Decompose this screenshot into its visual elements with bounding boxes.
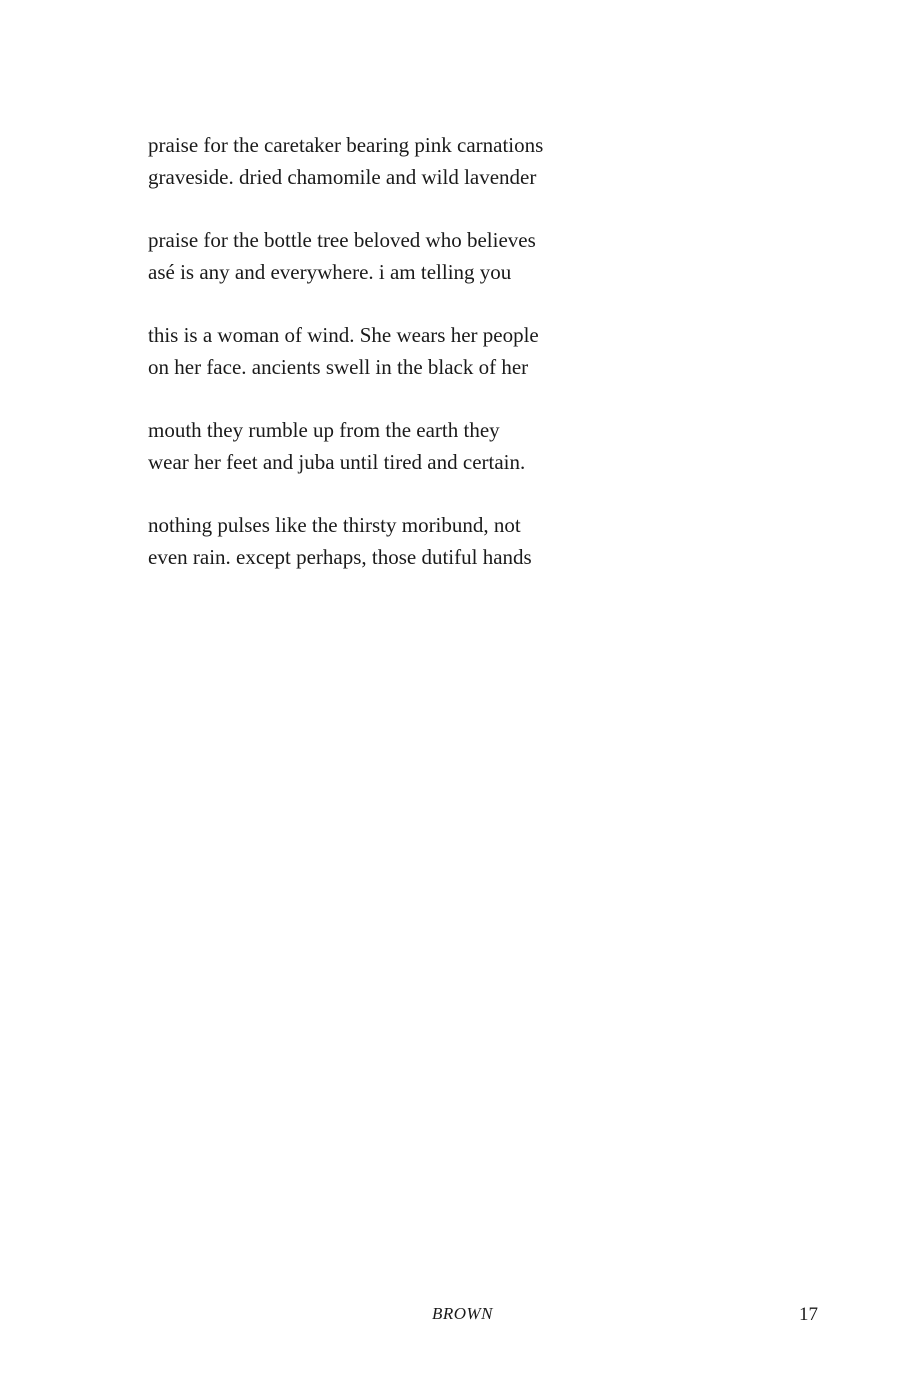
poem-line: asé is any and everywhere. i am telling you [148, 260, 512, 284]
poem-line: wear her feet and juba until tired and certain. [148, 450, 526, 474]
poem-line: this is a woman of wind. She wears her people [148, 323, 539, 347]
poem-line: mouth they rumble up from the earth they [148, 418, 500, 442]
page-number: 17 [799, 1304, 818, 1325]
stanza-2 [148, 224, 788, 288]
stanza-3 [148, 319, 788, 383]
poem-line: nothing pulses like the thirsty moribund, not [148, 513, 521, 537]
poem-line: on her face. ancients swell in the black of her [148, 355, 529, 379]
stanza-5 [148, 509, 788, 573]
poem-line: even rain. except perhaps, those dutiful hands [148, 545, 532, 569]
poem-line: graveside. dried chamomile and wild lavender [148, 165, 537, 189]
poem-line: praise for the bottle tree beloved who believes [148, 228, 536, 252]
poem-body [148, 129, 788, 604]
running-footer-title: BROWN [431, 1304, 494, 1323]
stanza-1 [148, 129, 788, 193]
stanza-4 [148, 414, 788, 478]
poem-line: praise for the caretaker bearing pink carnations [148, 133, 544, 157]
